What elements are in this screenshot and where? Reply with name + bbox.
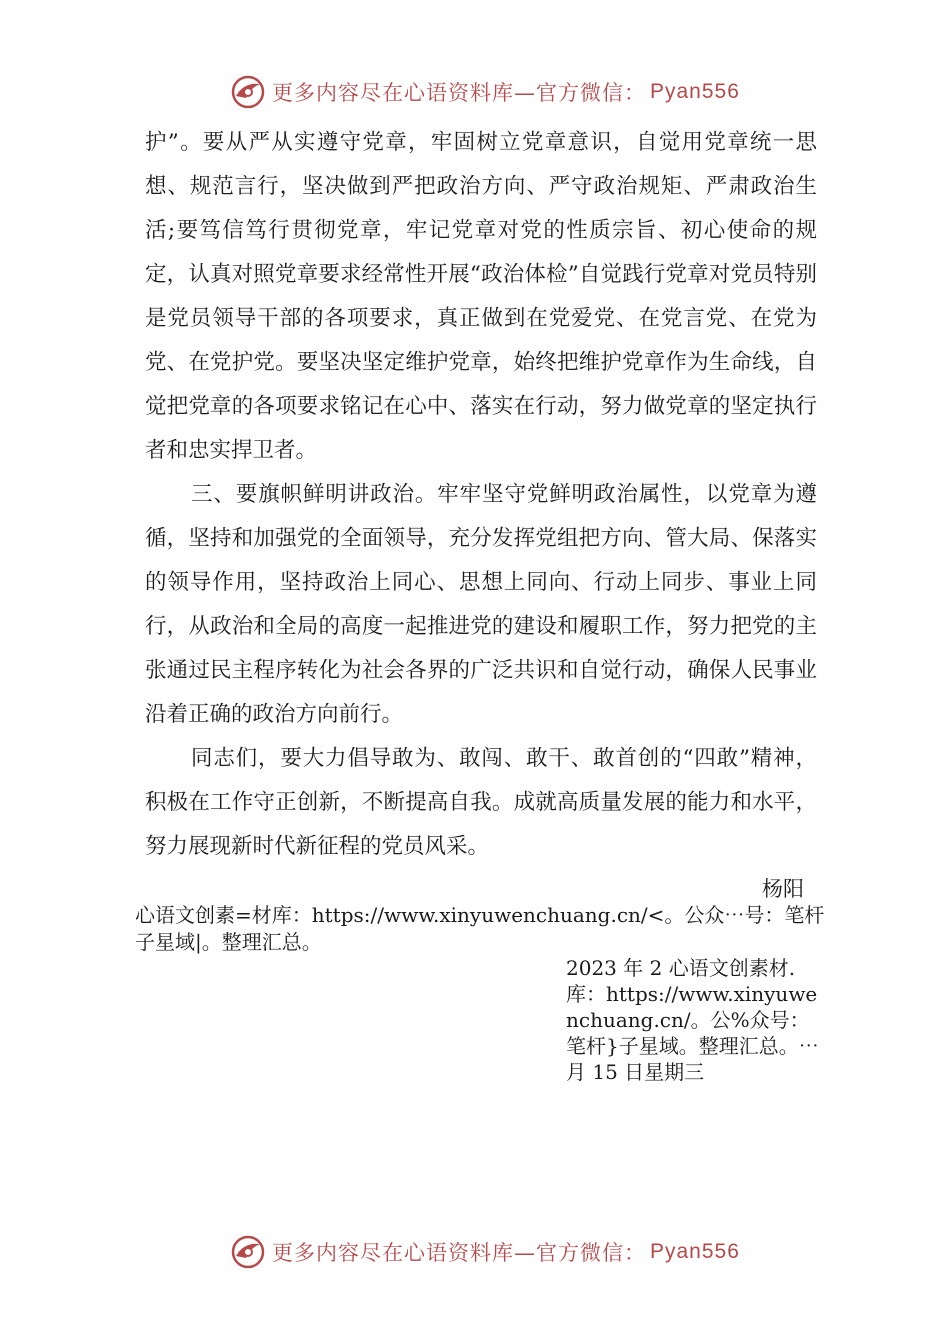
logo-icon bbox=[230, 1234, 266, 1270]
paragraph-text: 护”。要从严从实遵守党章，牢固树立党章意识，自觉用党章统一思想、规范言行，坚决做到严把政治方向、严守政治规矩、严肃政治生活;要笃信笃行贯彻党章，牢记党章对党的性质宗旨、初心使命的规定，认真对照党章要求经常性开展“政治体检”自觉践行党章对党员特别是党员领导干部的各项要求，真正做到在党爱党、在党言党、在党为党、在党护党。要坚决坚定维护党章，始终把维护党章作为生命线，自觉把党章的各项要求铭记在心中、落实在行动，努力做党章的坚定执行者和忠实捍卫者。 bbox=[145, 130, 817, 463]
paragraph-text: 同志们，要大力倡导敢为、敢闯、敢干、敢首创的“四敢”精神， 积极在工作守正创新，不断提高自我。成就高质量发展的能力和水平， 努力展现新时代新征程的党员风采。 bbox=[145, 746, 817, 859]
body-paragraph bbox=[145, 737, 817, 869]
banner-wechat-id: Pyan556 bbox=[650, 80, 740, 103]
body-paragraph bbox=[145, 473, 817, 737]
banner-wechat-id: Pyan556 bbox=[650, 1240, 740, 1263]
footer-watermark-banner bbox=[230, 1234, 740, 1270]
body-paragraph bbox=[145, 121, 817, 473]
date-block: 2023 年 2 心语文创素材.库：https://www.xinyuwenchuang.cn/。公%众号：笔杆}子星域。整理汇总。⋯月 15 日星期三 bbox=[566, 956, 819, 1084]
banner-text: 更多内容尽在心语资料库—官方微信： bbox=[272, 81, 646, 105]
logo-icon bbox=[230, 74, 266, 110]
paragraph-text: 三、要旗帜鲜明讲政治。牢牢坚守党鲜明政治属性，以党章为遵循，坚持和加强党的全面领导，充分发挥党组把方向、管大局、保落实的领导作用，坚持政治上同心、思想上同向、行动上同步、事业上同行，从政治和全局的高度一起推进党的建设和履职工作，努力把党的主张通过民主程序转化为社会各界的广泛共识和自觉行动，确保人民事业沿着正确的政治方向前行。 bbox=[145, 482, 817, 727]
signature-name: 杨阳 bbox=[762, 877, 804, 901]
banner-text: 更多内容尽在心语资料库—官方微信： bbox=[272, 1241, 646, 1265]
source-footnote: 心语文创素=材库：https://www.xinyuwenchuang.cn/<。公众⋯号：笔杆子星域|。整理汇总。 bbox=[135, 903, 825, 954]
header-watermark-banner bbox=[230, 74, 740, 110]
